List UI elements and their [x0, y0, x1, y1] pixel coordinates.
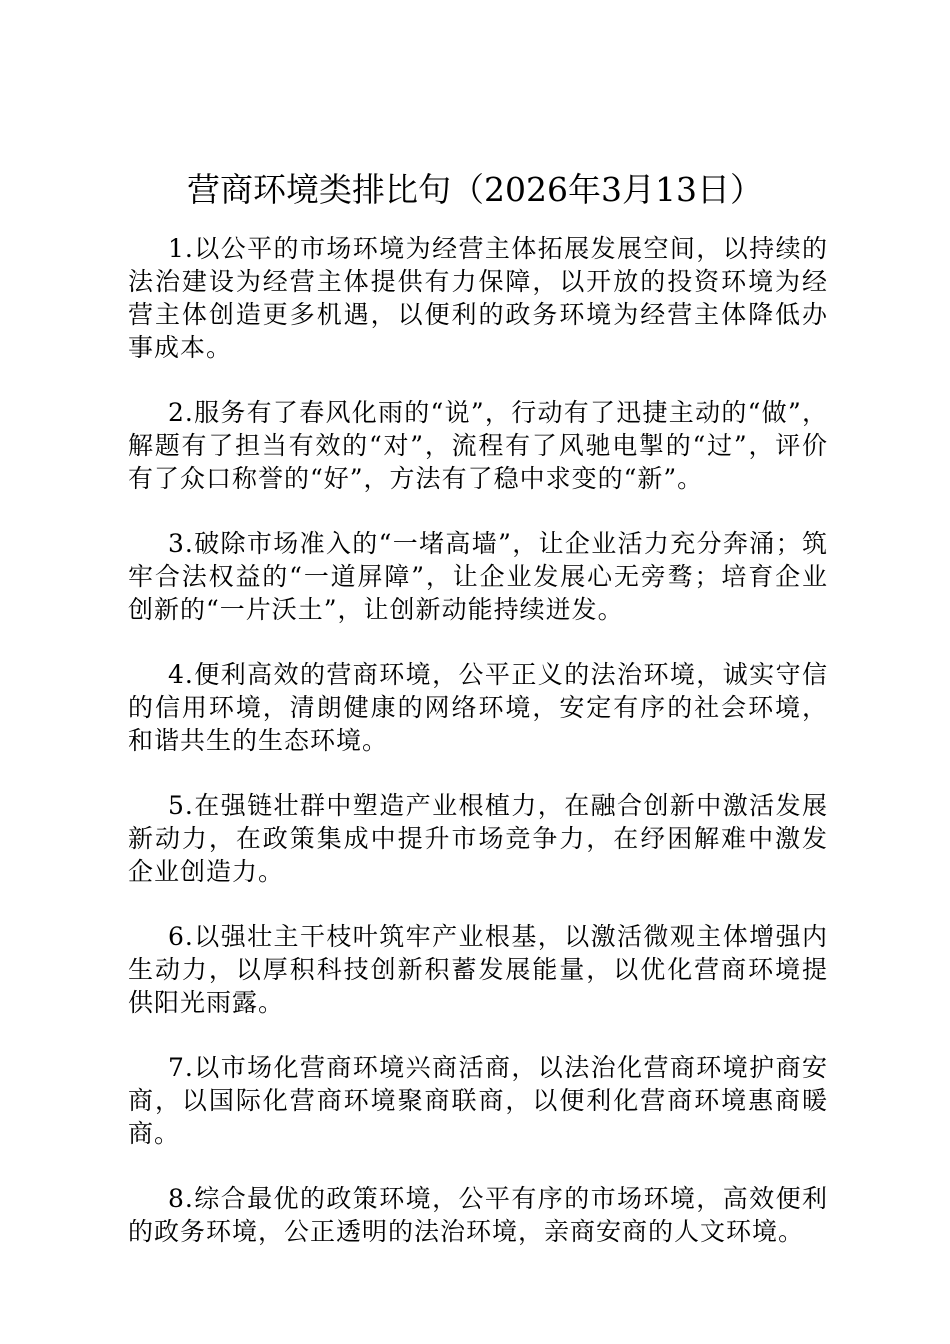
- paragraph-5: 5.在强链壮群中塑造产业根植力，在融合创新中激活发展新动力，在政策集成中提升市场竞争力，在纾困解难中激发企业创造力。: [128, 791, 828, 886]
- paragraph-1: 1.以公平的市场环境为经营主体拓展发展空间，以持续的法治建设为经营主体提供有力保障，以开放的投资环境为经营主体创造更多机遇，以便利的政务环境为经营主体降低办事成本。: [128, 234, 828, 362]
- document-body: [128, 232, 828, 1280]
- paragraph-4: 4.便利高效的营商环境，公平正义的法治环境，诚实守信的信用环境，清朗健康的网络环境，安定有序的社会环境，和谐共生的生态环境。: [128, 660, 828, 755]
- paragraph-3: 3.破除市场准入的“一堵高墙”，让企业活力充分奔涌；筑牢合法权益的“一道屏障”，让企业发展心无旁骛；培育企业创新的“一片沃土”，让创新动能持续迸发。: [128, 529, 828, 624]
- paragraph-6: 6.以强壮主干枝叶筑牢产业根基，以激活微观主体增强内生动力，以厚积科技创新积蓄发展能量，以优化营商环境提供阳光雨露。: [128, 922, 828, 1017]
- paragraph-8: 8.综合最优的政策环境，公平有序的市场环境，高效便利的政务环境，公正透明的法治环境，亲商安商的人文环境。: [128, 1184, 828, 1246]
- paragraph-2: 2.服务有了春风化雨的“说”，行动有了迅捷主动的“做”，解题有了担当有效的“对”，流程有了风驰电掣的“过”，评价有了众口称誉的“好”，方法有了稳中求变的“新”。: [128, 398, 828, 493]
- paragraph-7: 7.以市场化营商环境兴商活商，以法治化营商环境护商安商，以国际化营商环境聚商联商，以便利化营商环境惠商暖商。: [128, 1053, 828, 1148]
- document-title: 营商环境类排比句（2026年3月13日）: [187, 170, 763, 209]
